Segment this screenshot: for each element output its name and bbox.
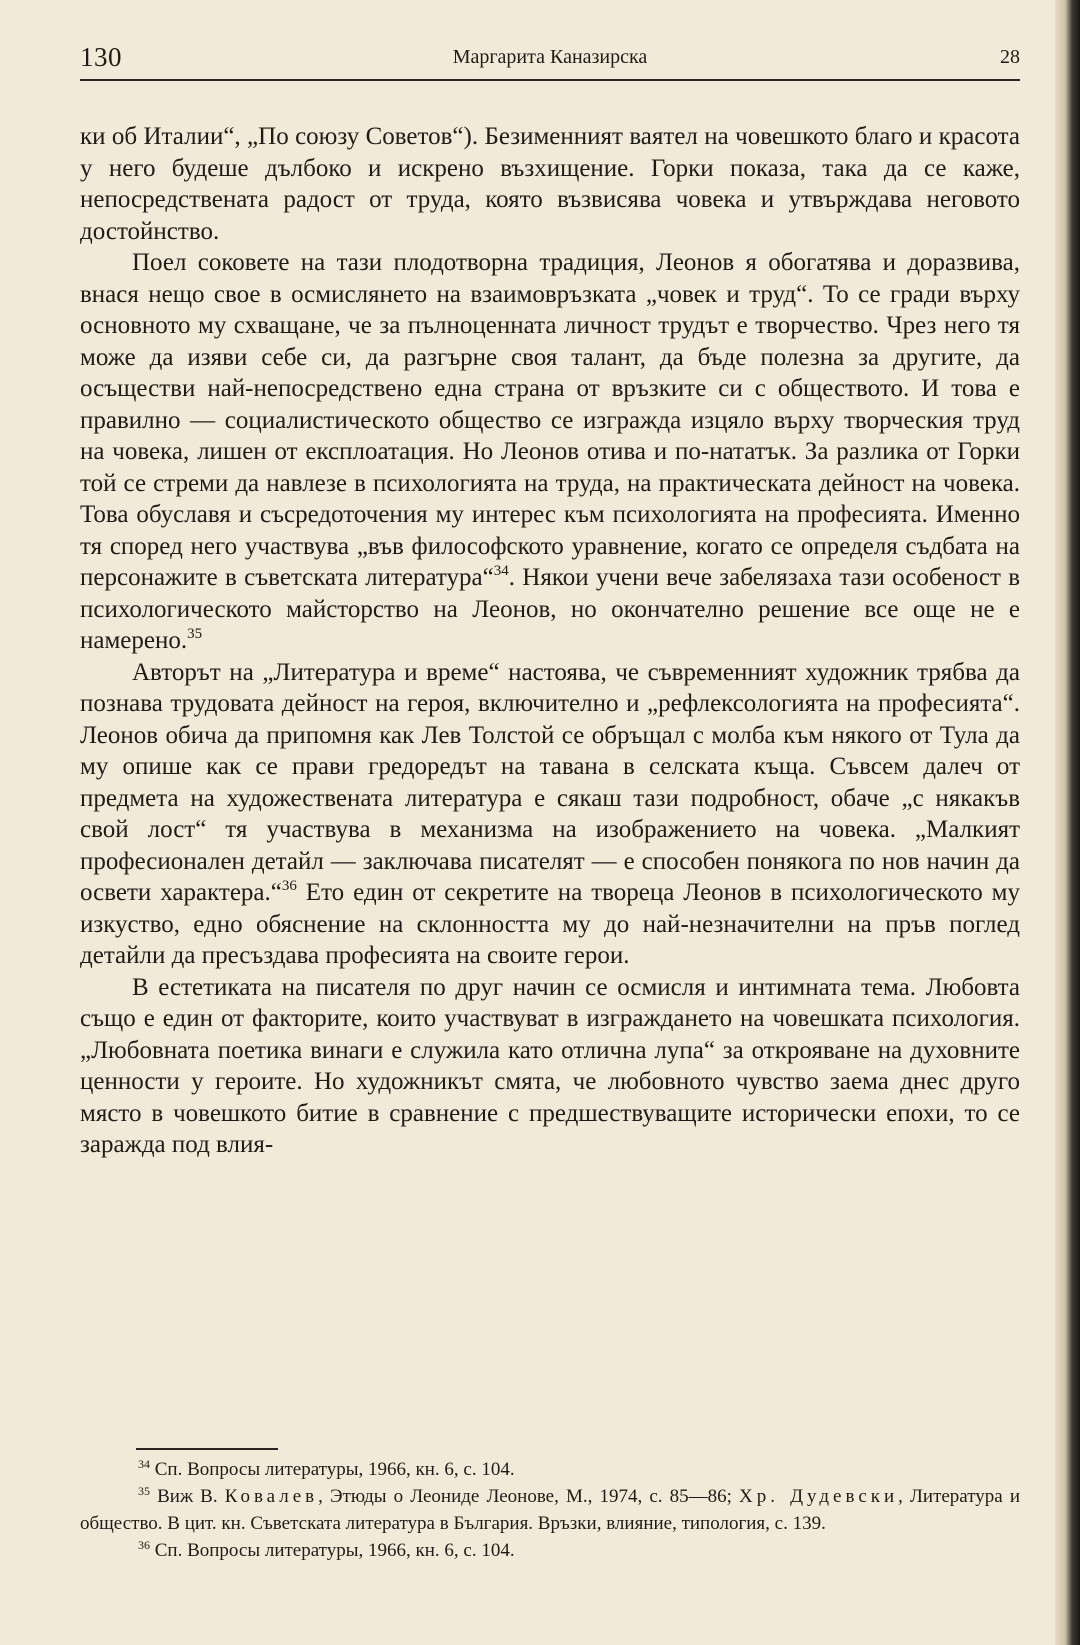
footnote-ref-34: 34 — [493, 563, 509, 579]
paragraph-3-text: Авторът на „Литература и време“ настоява, че съвременният художник трябва да познава трудовата дейност на героя, включително и „рефлексологията на професията“. Леонов обича да припомня как Лев Толстой се обръщал с молба към някого от Тула да му опише как се прави гредоредът на тавана в селската къща. Съвсем далеч от предмета на художествената литература е сякаш тази подробност, обаче „с някакъв свой лост“ тя участвува в механизма на изображението на човека. „Малкият професионален детайл — заключава писателят — е способен понякога по нов начин да освети характера.“ — [80, 658, 1020, 906]
footnote-number: 35 — [138, 1484, 150, 1498]
book-spine-shadow — [1055, 0, 1080, 1645]
footnote-author: Ковалев — [224, 1486, 319, 1507]
paragraph-1: ки об Италии“, „По союзу Советов“). Безименният ваятел на човешкото благо и красота у него будеше дълбоко и искрено възхищение. Горки показа, така да се каже, непосредствената радост от труда, която възвисява човека и утвърждава неговото достойнство. — [80, 123, 1020, 245]
footnote-number: 34 — [138, 1457, 150, 1471]
footnote-rule — [136, 1448, 278, 1450]
footnotes — [80, 1456, 1020, 1564]
footnote-text: , Литература и общество. В цит. кн. Съветската литература в България. Връзки, влияние, типология, с. 139. — [80, 1486, 1021, 1534]
paragraph-3 — [80, 657, 1020, 972]
running-title: Маргарита Каназирска — [452, 46, 648, 68]
footnote-text: Сп. Вопросы литературы, 1966, кн. 6, с. 104. — [150, 1540, 515, 1561]
footnote-text: , Этюды о Леониде Леонове, М., 1974, с. 85—86; — [318, 1486, 740, 1507]
paragraph-2-text: Поел соковете на тази плодотворна традиция, Леонов я обогатява и доразвива, внася нещо свое в осмислянето на взаимовръзката „човек и труд“. То се гради върху основното му схващане, че за пълноценната личност трудът е творчество. Чрез него тя може да изяви себе си, да разгърне своя талант, да бъде полезна за другите, да осъществи най-непосредствено една страна от връзките си с обществото. И това е правилно — социалистическото общество се изгражда изцяло върху творческия труд на човека, лишен от експлоатация. Но Леонов отива и по-нататък. За разлика от Горки той се стреми да навлезе в психологията на труда, на практическата дейност на човека. Това обуславя и съсредоточения му интерес към психологията на професията. Именно тя според него участвува „във философското уравнение, когато се определя съдбата на персонажите в съветската литература“ — [80, 249, 1020, 591]
footnote-34 — [80, 1456, 1020, 1483]
page-number: 130 — [80, 42, 122, 72]
footnote-ref-35: 35 — [187, 626, 203, 642]
footnote-ref-36: 36 — [281, 878, 297, 894]
chapter-number: 28 — [1000, 46, 1020, 68]
paragraph-2-text-cont: . Някои учени вече забелязаха тази особеност в психологическото майсторство на Леонов, но окончателно решение все още не е намерено. — [80, 564, 1020, 654]
footnote-number: 36 — [138, 1538, 150, 1552]
footnote-text: Виж В. — [150, 1486, 225, 1507]
header-rule — [80, 79, 1020, 81]
page-header — [80, 42, 1020, 76]
paragraph-2 — [80, 247, 1020, 657]
paragraph-3-text-cont: Ето един от секретите на твореца Леонов в психологическото му изкуство, едно обяснение на склонността му до най-незначителни на пръв поглед детайли да пресъздава професията на своите герои. — [80, 879, 1020, 969]
footnote-text: Сп. Вопросы литературы, 1966, кн. 6, с. 104. — [150, 1459, 515, 1480]
footnote-36 — [80, 1537, 1020, 1564]
body-text — [80, 121, 1020, 1161]
footnote-author: Хр. Дудевски — [739, 1486, 899, 1507]
footnote-35 — [80, 1483, 1020, 1537]
paragraph-4: В естетиката на писателя по друг начин се осмисля и интимната тема. Любовта също е един от факторите, които участвуват в изграждането на човешката психология. „Любовната поетика винаги е служила като отлична лупа“ за открояване на духовните ценности у героите. Но художникът смята, че любовното чувство заема днес друго място в човешкото битие в сравнение с предшествуващите исторически епохи, то се заражда под влия- — [80, 973, 1020, 1158]
